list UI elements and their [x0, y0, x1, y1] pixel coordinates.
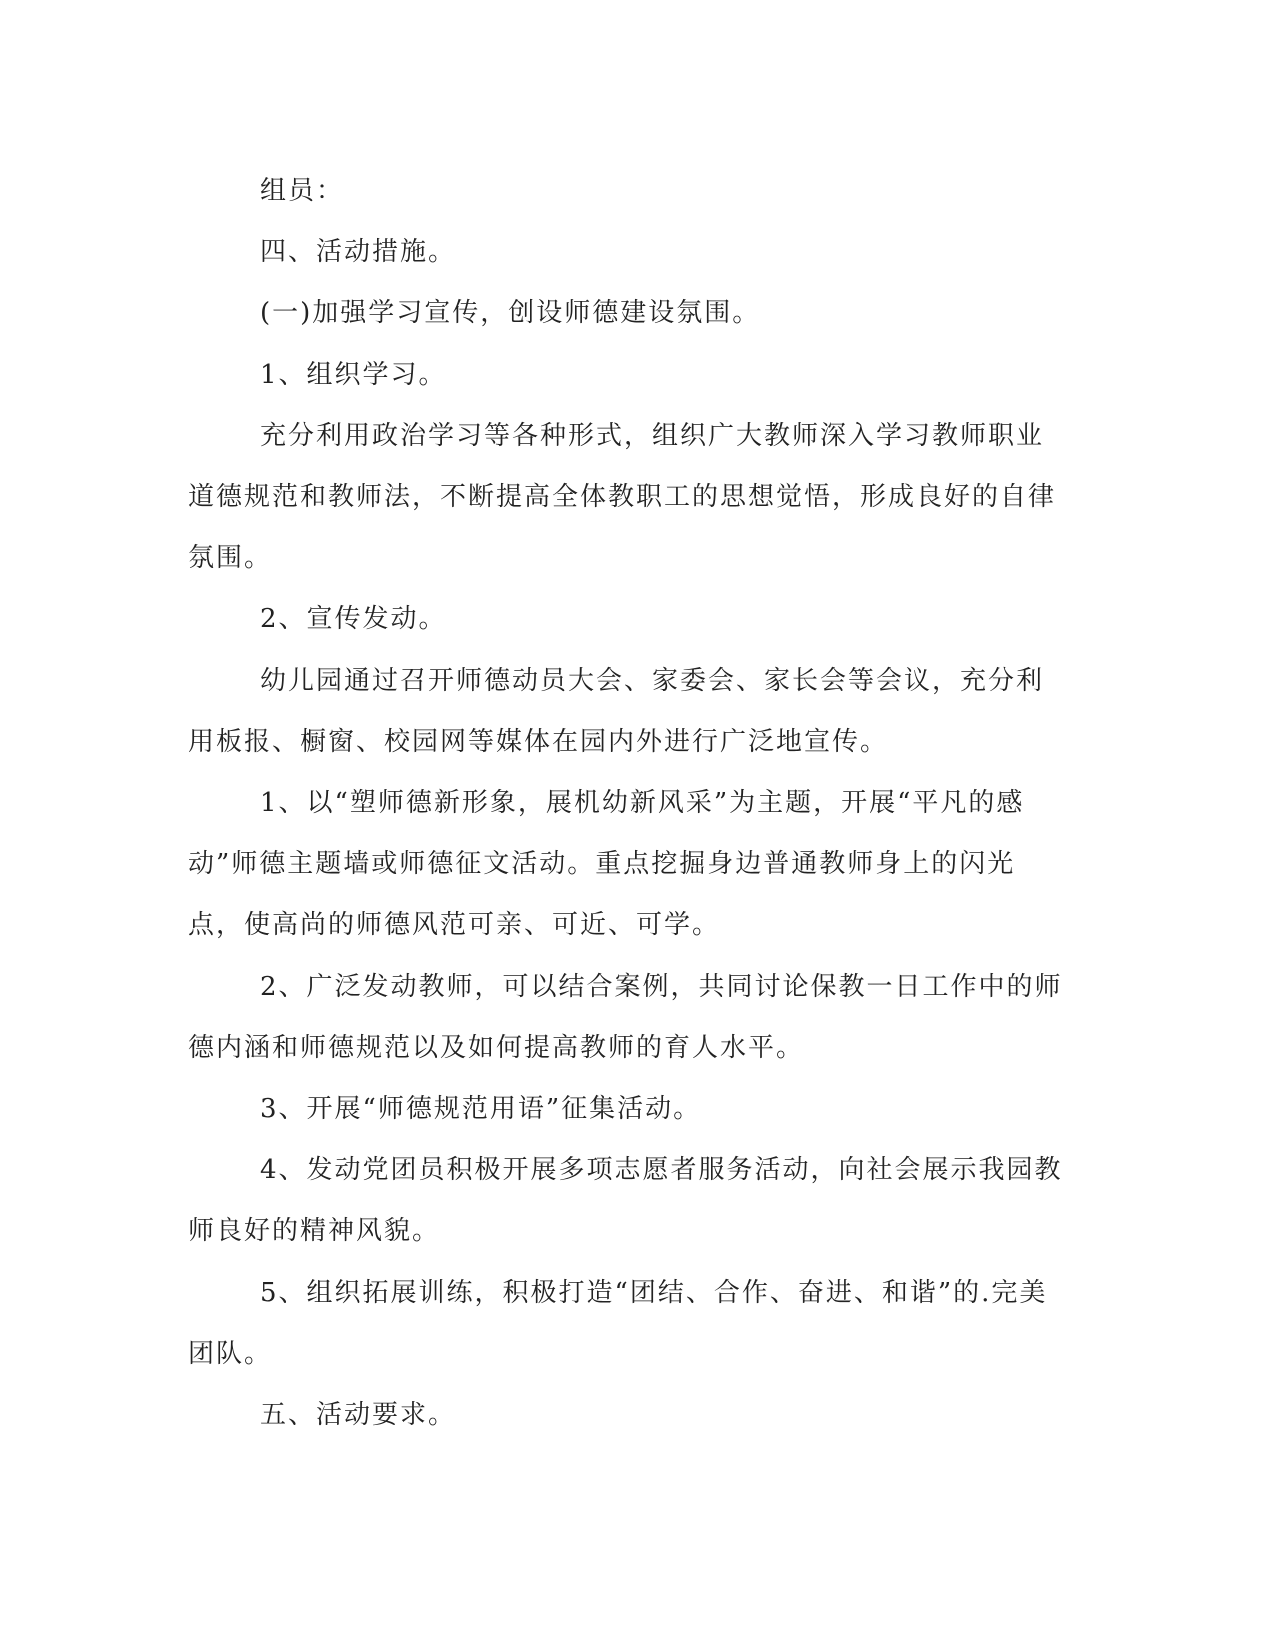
paragraph-publicity-detail: 幼儿园通过召开师德动员大会、家委会、家长会等会议，充分利用板报、橱窗、校园网等媒体在园内外进行广泛地宣传。 — [188, 665, 1045, 757]
list-item-standard-language: 3、开展“师德规范用语”征集活动。 — [260, 1094, 702, 1125]
list-item-theme-activity: 1、以“塑师德新形象，展机幼新风采”为主题，开展“平凡的感动”师德主题墙或师德征文活动。重点挖掘身边普通教师身上的闪光点，使高尚的师德风范可亲、可近、可学。 — [188, 788, 1025, 941]
heading-activity-measures: 四、活动措施。 — [260, 237, 457, 268]
list-item-volunteer-service: 4、发动党团员积极开展多项志愿者服务活动，向社会展示我园教师良好的精神风貌。 — [188, 1155, 1063, 1247]
list-item-mobilize-teachers: 2、广泛发动教师，可以结合案例，共同讨论保教一日工作中的师德内涵和师德规范以及如何提高教师的育人水平。 — [188, 971, 1063, 1063]
document-body — [188, 161, 1070, 1446]
list-item-team-training: 5、组织拓展训练，积极打造“团结、合作、奋进、和谐”的.完美团队。 — [188, 1277, 1048, 1369]
item-publicity: 2、宣传发动。 — [260, 604, 447, 635]
paragraph-study-detail: 充分利用政治学习等各种形式，组织广大教师深入学习教师职业道德规范和教师法，不断提高全体教职工的思想觉悟，形成良好的自律氛围。 — [188, 420, 1057, 574]
subheading-study-publicity: (一)加强学习宣传，创设师德建设氛围。 — [260, 298, 761, 329]
heading-activity-requirements: 五、活动要求。 — [260, 1400, 457, 1431]
paragraph-members: 组员： — [260, 176, 345, 206]
item-organize-study: 1、组织学习。 — [260, 359, 447, 390]
